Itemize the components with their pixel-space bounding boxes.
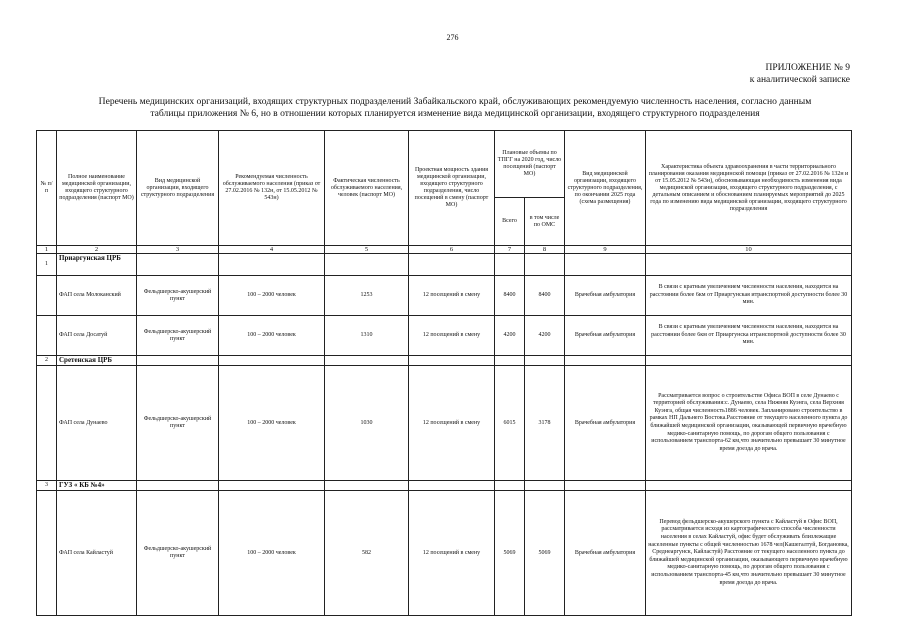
unit-type: Фельдшерско-акушерский пункт xyxy=(137,276,219,316)
org-number: 3 xyxy=(37,481,57,491)
header-name: Полное наименование медицинской организации, входящего структурного подразделения (паспорт МО) xyxy=(57,131,137,246)
unit-type: Фельдшерско-акушерский пункт xyxy=(137,316,219,356)
empty-cell xyxy=(219,481,325,491)
empty-cell xyxy=(37,366,57,481)
volume-oms: 3178 xyxy=(525,366,565,481)
header-actual: Фактическая численность обслуживаемого населения, человек (паспорт МО) xyxy=(325,131,409,246)
appendix-title: ПРИЛОЖЕНИЕ № 9 xyxy=(765,63,850,73)
empty-cell xyxy=(37,276,57,316)
org-name: Приаргунская ЦРБ xyxy=(57,254,137,276)
unit-name: ФАП села Дунаево xyxy=(57,366,137,481)
empty-cell xyxy=(219,356,325,366)
column-number: 2 xyxy=(57,246,137,254)
page-number: 276 xyxy=(446,33,459,42)
column-number: 1 xyxy=(37,246,57,254)
header-recommended: Рекомендуемая численность обслуживаемого населения (приказ от 27.02.2016 № 132н, от 15.05.2012 № 543н) xyxy=(219,131,325,246)
volume-total: 4200 xyxy=(495,316,525,356)
volume-oms: 5069 xyxy=(525,491,565,616)
empty-cell xyxy=(137,481,219,491)
empty-cell xyxy=(409,356,495,366)
capacity: 12 посещений в смену xyxy=(409,491,495,616)
column-numbers-row xyxy=(37,246,852,254)
unit-name: ФАП села Досатуй xyxy=(57,316,137,356)
actual-population: 1030 xyxy=(325,366,409,481)
capacity: 12 посещений в смену xyxy=(409,276,495,316)
column-number: 9 xyxy=(565,246,646,254)
org-row-1 xyxy=(37,254,852,276)
header-type: Вид медицинской организации, входящего структурного подразделения xyxy=(137,131,219,246)
future-type: Врачебная амбулатория xyxy=(565,491,646,616)
future-type: Врачебная амбулатория xyxy=(565,316,646,356)
empty-cell xyxy=(409,254,495,276)
empty-cell xyxy=(646,254,852,276)
description: В связи с кратным увеличением численности населения, находится на расстоянии более 6км от Приаргунская итранспортной доступности более 30 мин. xyxy=(646,276,852,316)
column-number: 5 xyxy=(325,246,409,254)
capacity: 12 посещений в смену xyxy=(409,316,495,356)
empty-cell xyxy=(137,254,219,276)
empty-cell xyxy=(37,316,57,356)
table-row xyxy=(37,491,852,616)
column-number: 3 xyxy=(137,246,219,254)
recommended-population: 100 – 2000 человек xyxy=(219,276,325,316)
header-row xyxy=(37,131,852,198)
document-title xyxy=(50,96,860,120)
capacity: 12 посещений в смену xyxy=(409,366,495,481)
recommended-population: 100 – 2000 человек xyxy=(219,316,325,356)
recommended-population: 100 – 2000 человек xyxy=(219,491,325,616)
volume-oms: 4200 xyxy=(525,316,565,356)
description: Рассматривается вопрос о строительстве Офиса ВОП в селе Дунаево с территорией обслуживания:с. Дунаево, села Нижняя Куэнга, села Верхняя Куэнга, общая численность1886 человек. Запланировано строительство в рамках НП Дальнего Востока.Расстояние от текущего населенного пункта до ближайшей медицинской организации, оказывающей первичную врачебную медико-санитарную помощь, по дорогам общего пользования с использованием транспорта-62 км,что значительно превышает 30 минутное время доезда до врача. xyxy=(646,366,852,481)
empty-cell xyxy=(219,254,325,276)
appendix-subtitle: к аналитической записке xyxy=(749,75,850,85)
header-num: № п/п xyxy=(37,131,57,246)
volume-oms: 8400 xyxy=(525,276,565,316)
column-number: 8 xyxy=(525,246,565,254)
empty-cell xyxy=(525,254,565,276)
empty-cell xyxy=(646,481,852,491)
volume-total: 5069 xyxy=(495,491,525,616)
table-row xyxy=(37,366,852,481)
volume-total: 8400 xyxy=(495,276,525,316)
empty-cell xyxy=(565,254,646,276)
empty-cell xyxy=(565,356,646,366)
unit-type: Фельдшерско-акушерский пункт xyxy=(137,366,219,481)
empty-cell xyxy=(495,481,525,491)
future-type: Врачебная амбулатория xyxy=(565,276,646,316)
org-name: Сретенская ЦРБ xyxy=(57,356,137,366)
table-row xyxy=(37,276,852,316)
empty-cell xyxy=(325,356,409,366)
empty-cell xyxy=(525,356,565,366)
description: В связи с кратным увеличением численности населения, находится на расстоянии более 6км от Приаргунска итранспортной доступности более 30 мин. xyxy=(646,316,852,356)
title-line-2: таблицы приложения № 6, но в отношении которых планируется изменение вида медицинской организации, входящего структурного подразделения xyxy=(150,108,760,119)
organizations-table xyxy=(36,130,852,616)
org-row-3 xyxy=(37,481,852,491)
column-number: 10 xyxy=(646,246,852,254)
header-capacity: Проектная мощность здания медицинской организации, входящего структурного подразделения, число посещений в смену (паспорт МО) xyxy=(409,131,495,246)
actual-population: 582 xyxy=(325,491,409,616)
actual-population: 1253 xyxy=(325,276,409,316)
org-number: 1 xyxy=(37,254,57,276)
empty-cell xyxy=(646,356,852,366)
org-name: ГУЗ « КБ №4» xyxy=(57,481,137,491)
column-number: 6 xyxy=(409,246,495,254)
recommended-population: 100 – 2000 человек xyxy=(219,366,325,481)
unit-name: ФАП села Кайластуй xyxy=(57,491,137,616)
title-line-1: Перечень медицинских организаций, входящих структурных подразделений Забайкальского край, обслуживающих рекомендуемую численность населения, согласно данным xyxy=(98,96,812,107)
org-row-2 xyxy=(37,356,852,366)
empty-cell xyxy=(409,481,495,491)
empty-cell xyxy=(565,481,646,491)
volume-total: 6015 xyxy=(495,366,525,481)
column-number: 4 xyxy=(219,246,325,254)
empty-cell xyxy=(37,491,57,616)
future-type: Врачебная амбулатория xyxy=(565,366,646,481)
unit-type: Фельдшерско-акушерский пункт xyxy=(137,491,219,616)
empty-cell xyxy=(495,254,525,276)
empty-cell xyxy=(525,481,565,491)
description: Перевод фельдшерско-акушерского пункта с Кайластуй в Офис ВОП, рассматривается исходя из картографического способа численности населения в селах Кайластуй, офис будет обслуживать близлежащие населенные пункты с общей численностью 1678 чел(Кашегалтуй, Богдановка, Среднеаргунск, Кайластуй) Расстояние от текущего населенного пункта до ближайшей медицинской организации, оказывающего первичную врачебную медико-санитарную помощь, по дорогам общего пользования с использованием транспорта-45 км,что значительно превышает 30 минутное время доезда до врача. xyxy=(646,491,852,616)
org-number: 2 xyxy=(37,356,57,366)
header-total: Всего xyxy=(495,198,525,246)
header-volumes: Плановые объемы по ТПГГ на 2020 год, число посещений (паспорт МО) xyxy=(495,131,565,198)
table-row xyxy=(37,316,852,356)
column-number: 7 xyxy=(495,246,525,254)
header-oms: в том числе по ОМС xyxy=(525,198,565,246)
header-future-type: Вид медицинской организации, входящего структурного подразделения, по окончании 2025 года (схема размещения) xyxy=(565,131,646,246)
actual-population: 1310 xyxy=(325,316,409,356)
unit-name: ФАП села Молоканский xyxy=(57,276,137,316)
empty-cell xyxy=(137,356,219,366)
empty-cell xyxy=(325,481,409,491)
empty-cell xyxy=(325,254,409,276)
header-description: Характеристика объекта здравоохранения в части территориального планирования оказания медицинской помощи (приказ от 27.02.2016 № 132н и от 15.05.2012 № 543н), обосновывающая необходимость изменения вида медицинской организации, входящего структурного подразделения, с детальным описанием и обоснованием планируемых мероприятий до 2025 года по изменению вида медицинской организации, входящего структурного подразделения xyxy=(646,131,852,246)
appendix-header xyxy=(750,62,850,86)
empty-cell xyxy=(495,356,525,366)
